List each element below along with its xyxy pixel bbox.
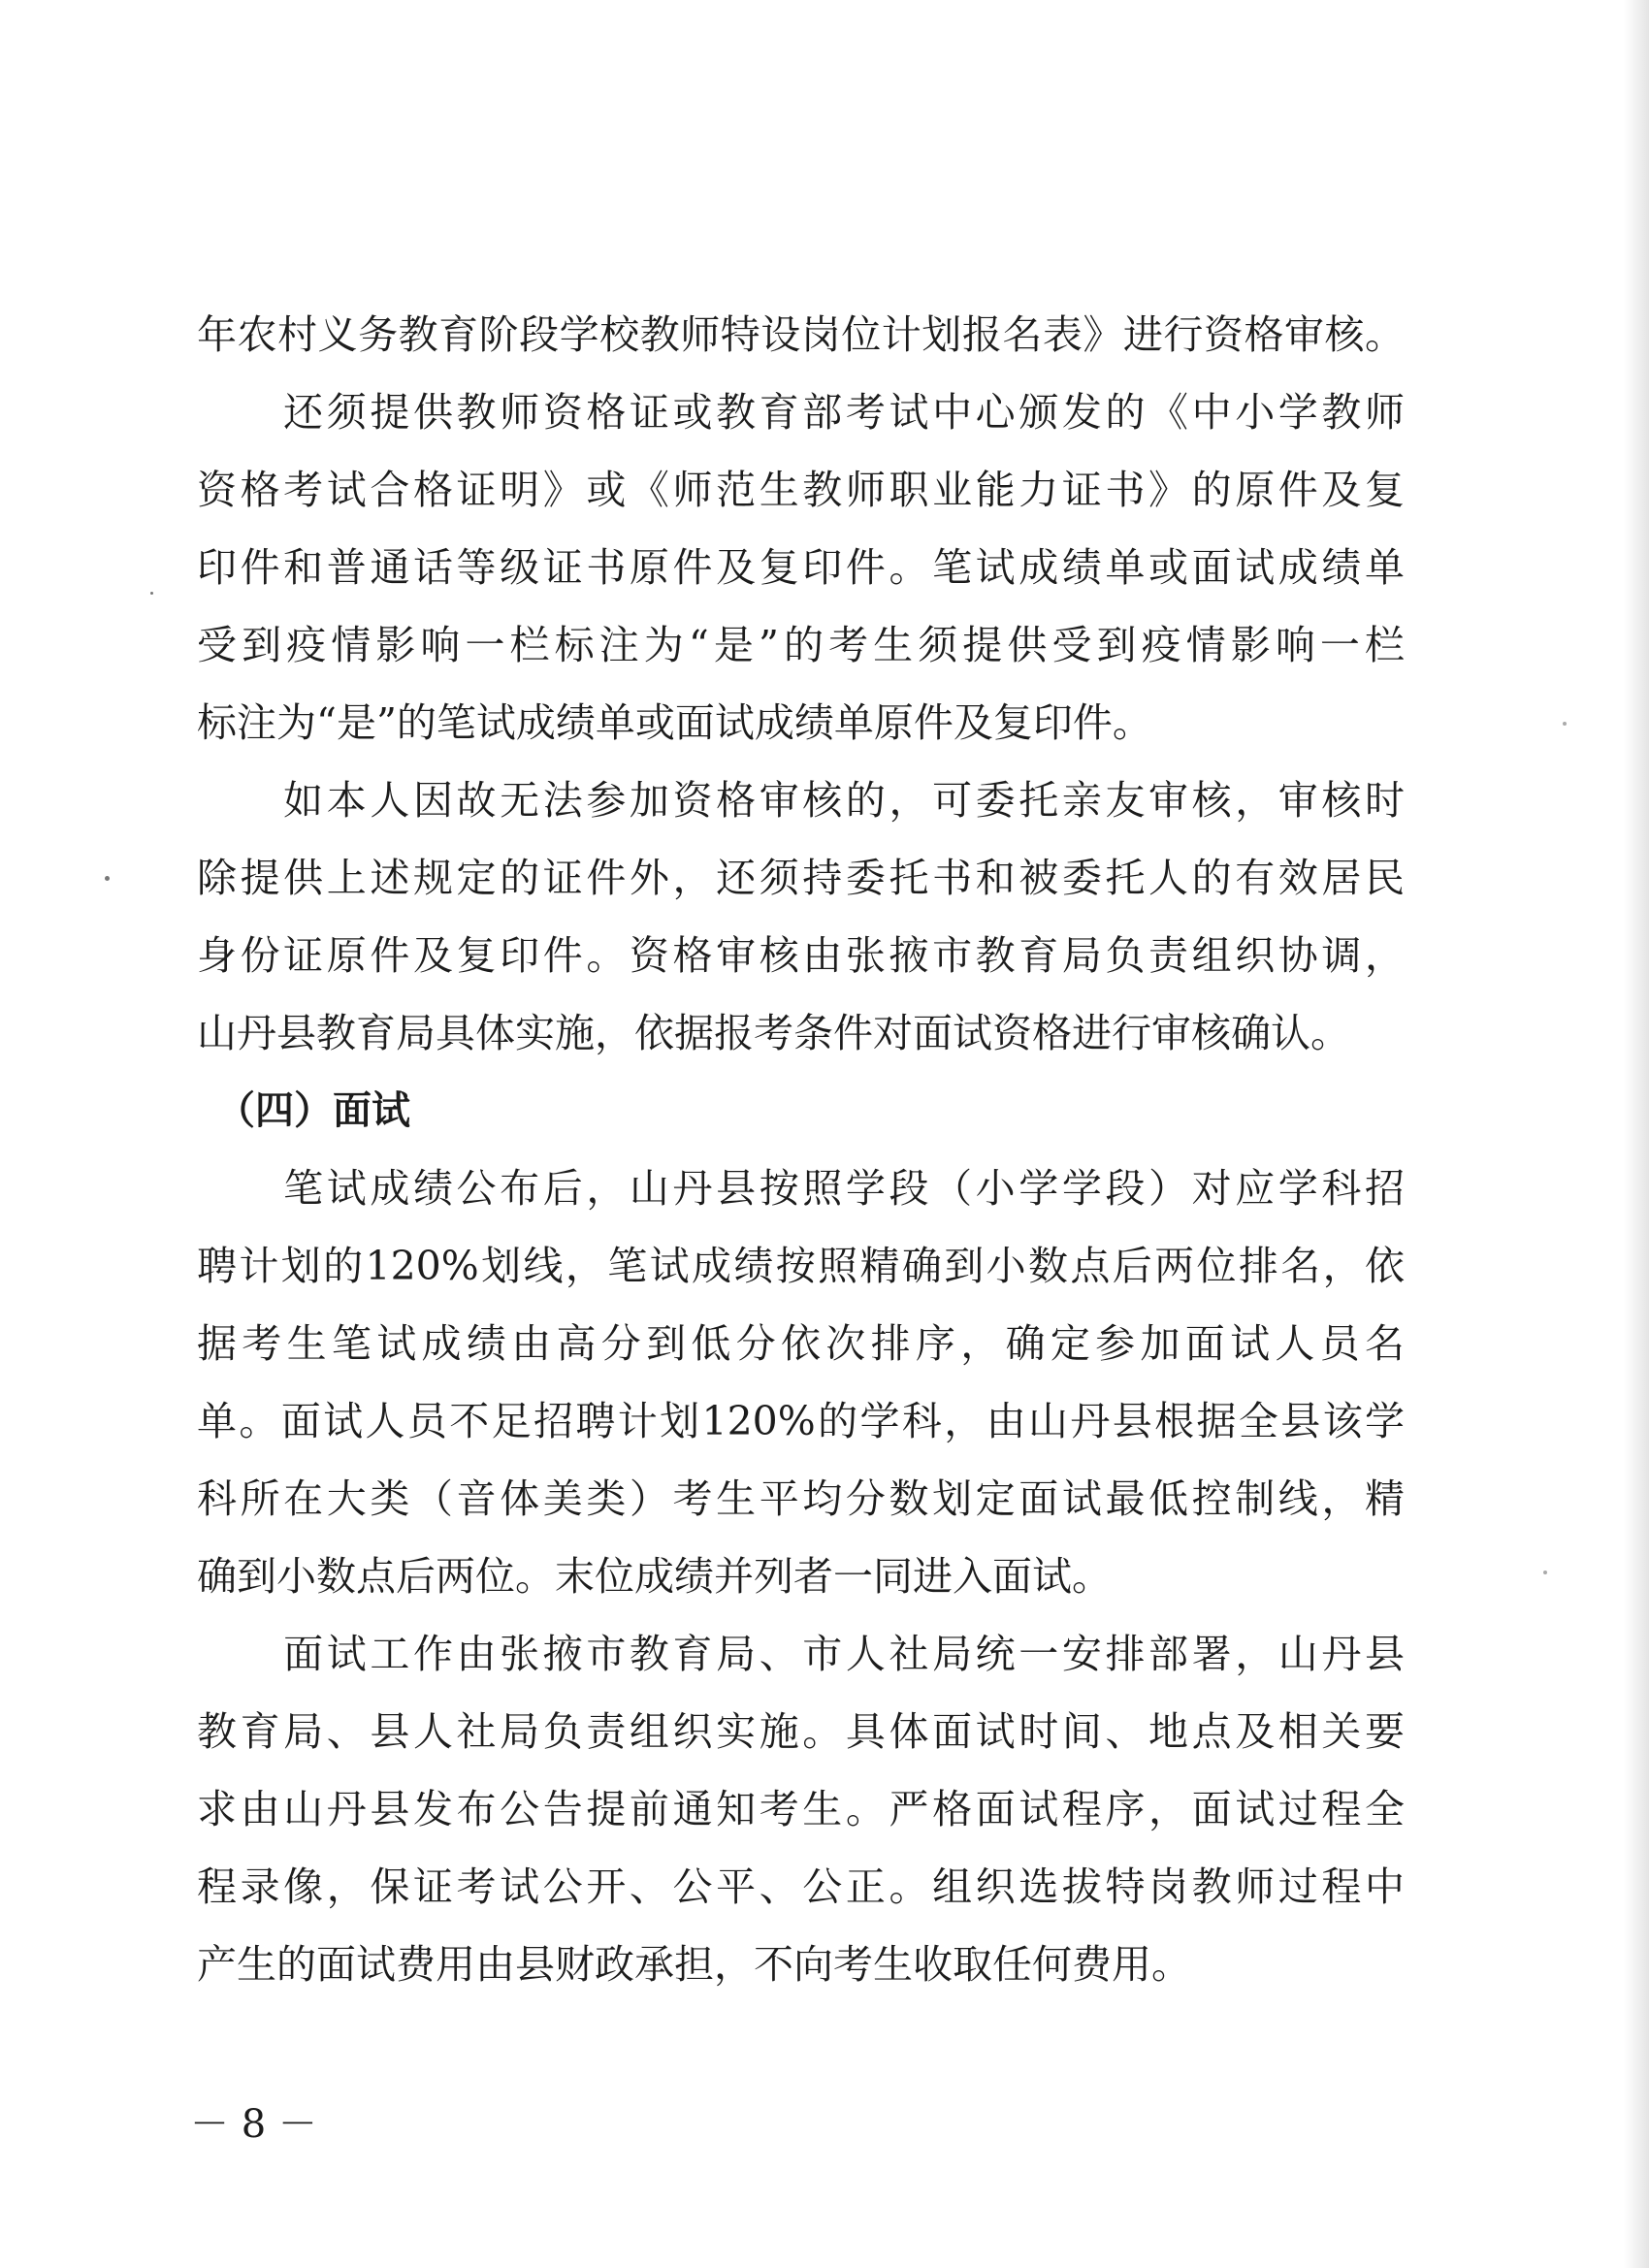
paragraph-line: 教育局、县人社局负责组织实施。具体面试时间、地点及相关要 — [197, 1708, 1405, 1755]
scan-speck — [150, 592, 153, 595]
paragraph-line: 确到小数点后两位。末位成绩并列者一同进入面试。 — [197, 1553, 1112, 1600]
paragraph-line: 资格考试合格证明》或《师范生教师职业能力证书》的原件及复 — [197, 467, 1405, 513]
paragraph-line: 笔试成绩公布后，山丹县按照学段（小学学段）对应学科招 — [197, 1165, 1405, 1212]
paragraph-line: 单。面试人员不足招聘计划120%的学科，由山丹县根据全县该学 — [197, 1398, 1405, 1444]
paragraph-line: 受到疫情影响一栏标注为“是”的考生须提供受到疫情影响一栏 — [197, 622, 1405, 668]
scan-speck — [1563, 722, 1567, 726]
paragraph-line: 印件和普通话等级证书原件及复印件。笔试成绩单或面试成绩单 — [197, 544, 1405, 591]
paragraph-line: 如本人因故无法参加资格审核的，可委托亲友审核，审核时 — [197, 777, 1405, 824]
paragraph-line: 产生的面试费用由县财政承担，不向考生收取任何费用。 — [197, 1941, 1191, 1988]
scan-speck — [1543, 1571, 1547, 1574]
paragraph-line: 科所在大类（音体美类）考生平均分数划定面试最低控制线，精 — [197, 1475, 1405, 1522]
paragraph-line: 还须提供教师资格证或教育部考试中心颁发的《中小学教师 — [197, 389, 1405, 436]
page-number: － 8 － — [190, 2102, 317, 2147]
paragraph-line: 年农村义务教育阶段学校教师特设岗位计划报名表》进行资格审核。 — [197, 311, 1405, 358]
paragraph-line: 程录像，保证考试公开、公平、公正。组织选拔特岗教师过程中 — [197, 1863, 1405, 1910]
paragraph-line: 身份证原件及复印件。资格审核由张掖市教育局负责组织协调， — [197, 932, 1405, 979]
paragraph-line: 求由山丹县发布公告提前通知考生。严格面试程序，面试过程全 — [197, 1786, 1405, 1832]
paragraph-line: 聘计划的120%划线，笔试成绩按照精确到小数点后两位排名，依 — [197, 1243, 1405, 1289]
paragraph-line: 山丹县教育局具体实施，依据报考条件对面试资格进行审核确认。 — [197, 1010, 1350, 1056]
document-body — [197, 296, 1405, 2003]
scan-speck — [105, 876, 110, 881]
paragraph-line: 据考生笔试成绩由高分到低分依次排序，确定参加面试人员名 — [197, 1320, 1405, 1367]
paragraph-line: 标注为“是”的笔试成绩单或面试成绩单原件及复印件。 — [197, 699, 1152, 746]
paragraph-line: 面试工作由张掖市教育局、市人社局统一安排部署，山丹县 — [197, 1631, 1405, 1677]
paragraph-line: 除提供上述规定的证件外，还须持委托书和被委托人的有效居民 — [197, 855, 1405, 901]
section-heading: （四）面试 — [197, 1088, 410, 1133]
scan-edge-shadow — [1624, 0, 1649, 2268]
